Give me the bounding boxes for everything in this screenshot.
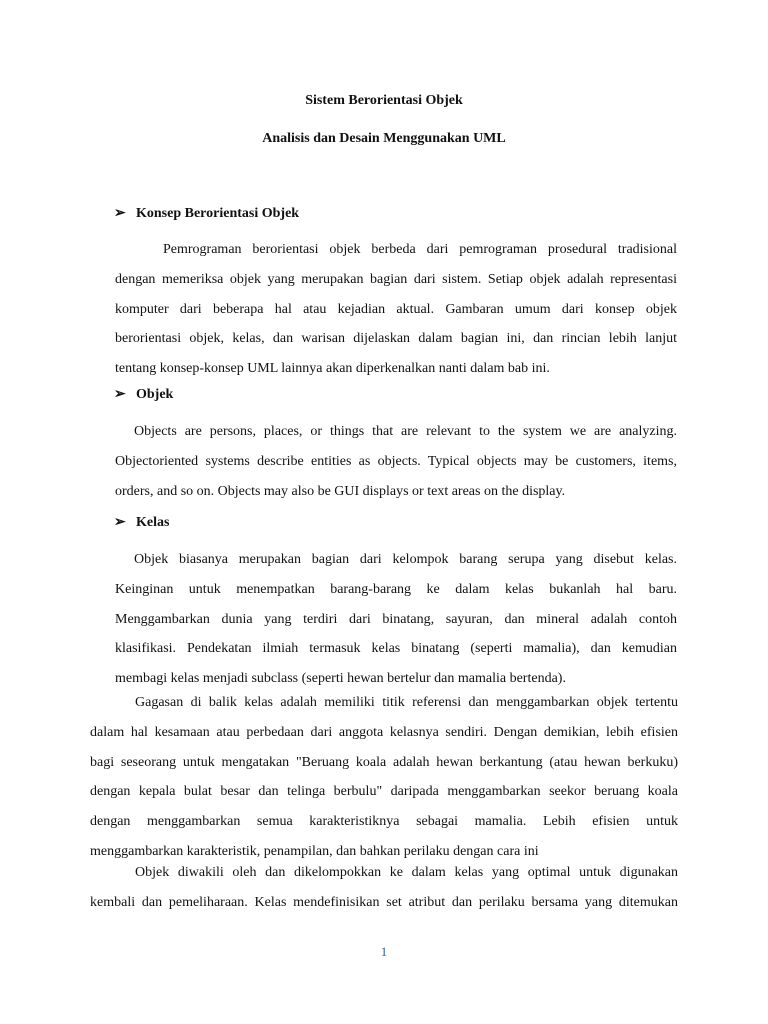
paragraph-line: tentang konsep-konsep UML lainnya akan diperkenalkan nanti dalam bab ini.: [115, 361, 550, 377]
paragraph-kelas-1: [115, 545, 677, 694]
paragraph-line: bagi seseorang untuk mengatakan "Beruang koala adalah hewan berkantung (atau hewan berkuku): [90, 754, 678, 770]
paragraph-line: Objek biasanya merupakan bagian dari kelompok barang serupa yang disebut kelas.: [134, 552, 677, 567]
section-heading-text: Konsep Berorientasi Objek: [136, 206, 300, 221]
paragraph-kelas-2: [90, 688, 678, 867]
paragraph-konsep: [115, 235, 677, 384]
paragraph-line: komputer dari beberapa hal atau kejadian aktual. Gambaran umum dari konsep objek: [115, 301, 677, 317]
paragraph-kelas-3: [90, 858, 678, 918]
document-subtitle: Analisis dan Desain Menggunakan UML: [262, 131, 506, 146]
paragraph-line: Pemrograman berorientasi objek berbeda dari pemrograman prosedural tradisional: [163, 242, 677, 257]
paragraph-line: berorientasi objek, kelas, dan warisan dijelaskan dalam bagian ini, dan rincian lebih lanjut: [115, 331, 677, 347]
paragraph-line: membagi kelas menjadi subclass (seperti hewan bertelur dan mamalia bertenda).: [115, 671, 566, 687]
paragraph-line: Keinginan untuk menempatkan barang-barang ke dalam kelas bukanlah hal baru.: [115, 581, 677, 597]
paragraph-line: Objek diwakili oleh dan dikelompokkan ke dalam kelas yang optimal untuk digunakan: [135, 865, 678, 880]
section-heading-text: Objek: [136, 387, 174, 402]
page-number: 1: [380, 944, 388, 959]
paragraph-line: orders, and so on. Objects may also be GUI displays or text areas on the display.: [115, 483, 566, 499]
document-title: Sistem Berorientasi Objek: [305, 93, 463, 108]
paragraph-line: dalam hal kesamaan atau perbedaan dari anggota kelasnya sendiri. Dengan demikian, lebih efisien: [90, 724, 678, 740]
bullet-arrow-icon: ➢: [114, 206, 126, 221]
section-heading-objek: [114, 386, 173, 403]
paragraph-line: klasifikasi. Pendekatan ilmiah termasuk kelas binatang (seperti mamalia), dan kemudian: [115, 641, 677, 657]
paragraph-line: dengan menggambarkan semua karakteristiknya sebagai mamalia. Lebih efisien untuk: [90, 814, 678, 830]
section-heading-kelas: [114, 514, 169, 531]
paragraph-line: Menggambarkan dunia yang terdiri dari binatang, sayuran, dan mineral adalah contoh: [115, 611, 677, 627]
paragraph-line: Objectoriented systems describe entities as objects. Typical objects may be customers, items,: [115, 453, 677, 469]
paragraph-line: dengan kepala bulat besar dan telinga berbulu" daripada menggambarkan seekor beruang koala: [90, 784, 678, 800]
paragraph-objek: [115, 417, 677, 506]
paragraph-line: menggambarkan karakteristik, penampilan, dan bahkan perilaku dengan cara ini: [90, 843, 539, 859]
paragraph-line: Objects are persons, places, or things that are relevant to the system we are analyzing.: [134, 424, 677, 439]
bullet-arrow-icon: ➢: [114, 515, 126, 530]
bullet-arrow-icon: ➢: [114, 387, 126, 402]
section-heading-text: Kelas: [136, 515, 170, 530]
paragraph-line: dengan memeriksa objek yang merupakan bagian dari sistem. Setiap objek adalah representasi: [115, 271, 677, 287]
section-heading-konsep: [114, 205, 299, 222]
paragraph-line: Gagasan di balik kelas adalah memiliki titik referensi dan menggambarkan objek tertentu: [135, 695, 678, 710]
paragraph-line: kembali dan pemeliharaan. Kelas mendefinisikan set atribut dan perilaku bersama yang ditemukan: [90, 894, 678, 910]
